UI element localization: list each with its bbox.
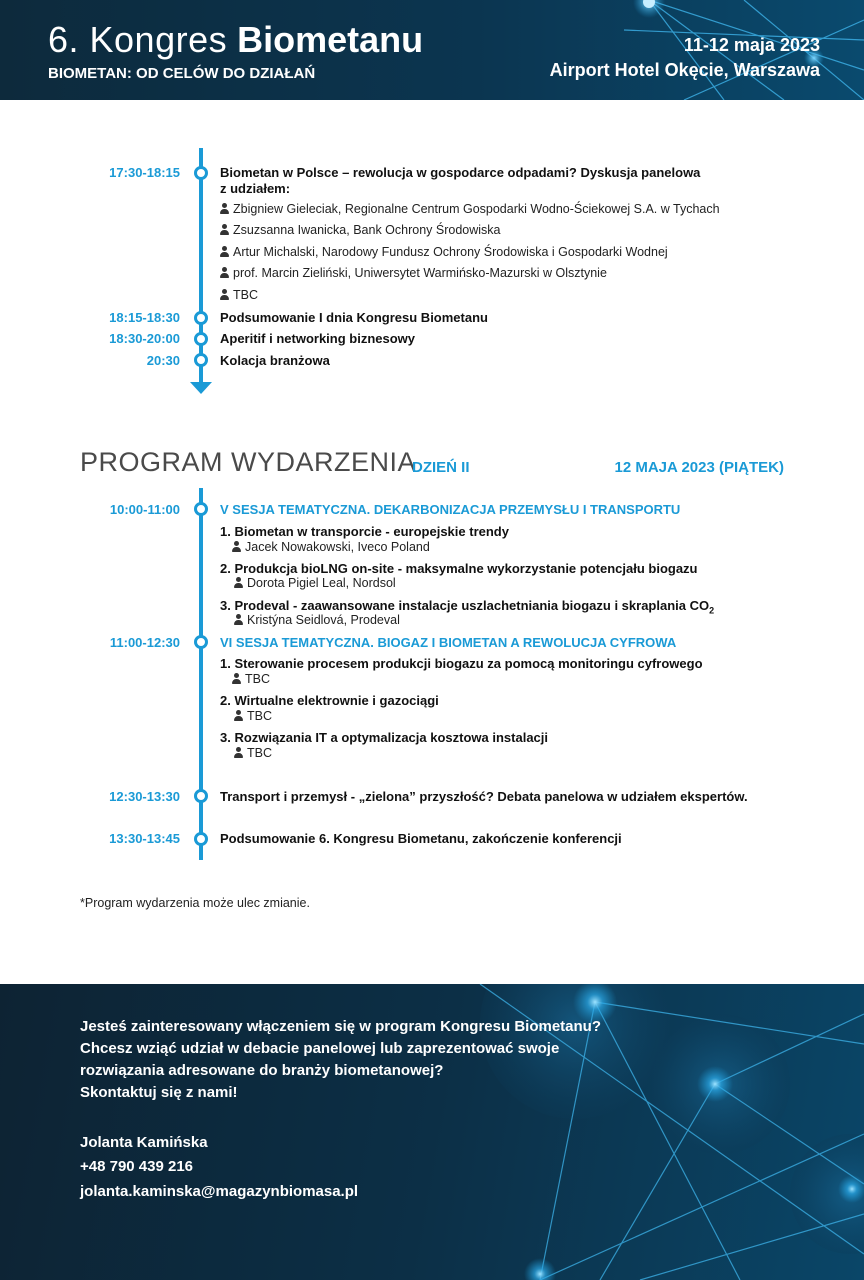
timeline-line-day1	[199, 148, 203, 384]
event-title-bold: Biometanu	[237, 19, 424, 60]
footer-banner	[0, 984, 864, 1280]
contact-email[interactable]: jolanta.kaminska@magazynbiomasa.pl	[80, 1183, 359, 1200]
speaker: TBC	[232, 672, 270, 686]
speaker: prof. Marcin Zieliński, Uniwersytet Warmińsko-Mazurski w Olsztynie	[220, 266, 607, 280]
person-icon	[234, 614, 243, 625]
speaker: TBC	[234, 746, 272, 760]
speaker: TBC	[234, 709, 272, 723]
person-icon	[220, 289, 229, 300]
session6-time: 11:00-12:30	[109, 635, 180, 650]
program-change-note: *Program wydarzenia może ulec zmianie.	[80, 896, 310, 910]
talk-title: 1. Biometan w transporcie - europejskie trendy	[220, 524, 509, 539]
talk-title: 1. Sterowanie procesem produkcji biogazu za pomocą monitoringu cyfrowego	[220, 656, 703, 671]
timeline-dot	[194, 353, 208, 367]
event-title	[48, 20, 423, 60]
item-title: Kolacja branżowa	[220, 353, 330, 368]
event-venue: Airport Hotel Okęcie, Warszawa	[549, 60, 820, 80]
talk-title: 2. Wirtualne elektrownie i gazociągi	[220, 693, 439, 708]
timeline-dot	[194, 166, 208, 180]
person-icon	[234, 577, 243, 588]
event-date: 11-12 maja 2023	[683, 35, 820, 55]
program-date: 12 MAJA 2023 (PIĄTEK)	[614, 459, 784, 476]
person-icon	[220, 246, 229, 257]
timeline-dot	[194, 332, 208, 346]
item-time: 18:30-20:00	[109, 331, 180, 346]
speaker: Dorota Pigiel Leal, Nordsol	[234, 576, 396, 590]
item-time: 18:15-18:30	[109, 310, 180, 325]
timeline-arrow	[190, 382, 212, 394]
speaker: Artur Michalski, Narodowy Fundusz Ochrony Środowiska i Gospodarki Wodnej	[220, 245, 668, 259]
event-title-light: 6. Kongres	[48, 19, 228, 60]
timeline-dot	[194, 502, 208, 516]
talk-title: 2. Produkcja bioLNG on-site - maksymalne wykorzystanie potencjału biogazu	[220, 561, 698, 576]
person-icon	[234, 747, 243, 758]
item-title: Aperitif i networking biznesowy	[220, 331, 416, 346]
speaker: Kristýna Seidlová, Prodeval	[234, 613, 400, 627]
speaker: Zsuzsanna Iwanicka, Bank Ochrony Środowiska	[220, 223, 501, 237]
timeline-dot	[194, 635, 208, 649]
cta-line: rozwiązania adresowane do branży biometanowej?	[80, 1062, 444, 1079]
debate-time: 12:30-13:30	[109, 789, 180, 804]
timeline-dot	[194, 789, 208, 803]
session6-title: VI SESJA TEMATYCZNA. BIOGAZ I BIOMETAN A REWOLUCJA CYFROWA	[220, 635, 677, 650]
session5-title: V SESJA TEMATYCZNA. DEKARBONIZACJA PRZEMYSŁU I TRANSPORTU	[220, 502, 681, 517]
person-icon	[232, 541, 241, 552]
person-icon	[220, 224, 229, 235]
speaker: Zbigniew Gieleciak, Regionalne Centrum Gospodarki Wodno-Ściekowej S.A. w Tychach	[220, 202, 720, 216]
session5-time: 10:00-11:00	[109, 502, 180, 517]
cta-line: Jesteś zainteresowany włączeniem się w program Kongresu Biometanu?	[80, 1018, 601, 1035]
talk-title: 3. Prodeval - zaawansowane instalacje uszlachetniania biogazu i skraplania $CO_2$	[220, 598, 715, 616]
program-title: PROGRAM WYDARZENIA	[80, 447, 417, 477]
cta-line: Chcesz wziąć udział w debacie panelowej lub zaprezentować swoje	[80, 1040, 560, 1057]
timeline-dot	[194, 832, 208, 846]
speaker: TBC	[220, 288, 258, 302]
cta-line: Skontaktuj się z nami!	[80, 1084, 238, 1101]
panel-title-line1: Biometan w Polsce – rewolucja w gospodarce odpadami? Dyskusja panelowa	[220, 165, 701, 180]
contact-phone[interactable]: +48 790 439 216	[80, 1158, 194, 1175]
panel-time: 17:30-18:15	[109, 165, 180, 180]
event-subtitle: BIOMETAN: OD CELÓW DO DZIAŁAŃ	[48, 65, 316, 82]
person-icon	[232, 673, 241, 684]
person-icon	[220, 267, 229, 278]
closing-time: 13:30-13:45	[109, 831, 180, 846]
timeline-dot	[194, 311, 208, 325]
person-icon	[220, 203, 229, 214]
person-icon	[234, 710, 243, 721]
panel-title-line2: z udziałem:	[220, 181, 291, 196]
program-day: DZIEŃ II	[412, 459, 470, 476]
talk-title: 3. Rozwiązania IT a optymalizacja kosztowa instalacji	[220, 730, 548, 745]
closing-title: Podsumowanie 6. Kongresu Biometanu, zakończenie konferencji	[220, 831, 622, 846]
debate-title: Transport i przemysł - „zielona” przyszłość? Debata panelowa w udziałem ekspertów.	[220, 789, 748, 804]
contact-name: Jolanta Kamińska	[80, 1134, 208, 1151]
speaker: Jacek Nowakowski, Iveco Poland	[232, 540, 430, 554]
header-banner	[0, 0, 864, 100]
item-title: Podsumowanie I dnia Kongresu Biometanu	[220, 310, 488, 325]
timeline-line-day2	[199, 488, 203, 860]
item-time: 20:30	[146, 353, 180, 368]
